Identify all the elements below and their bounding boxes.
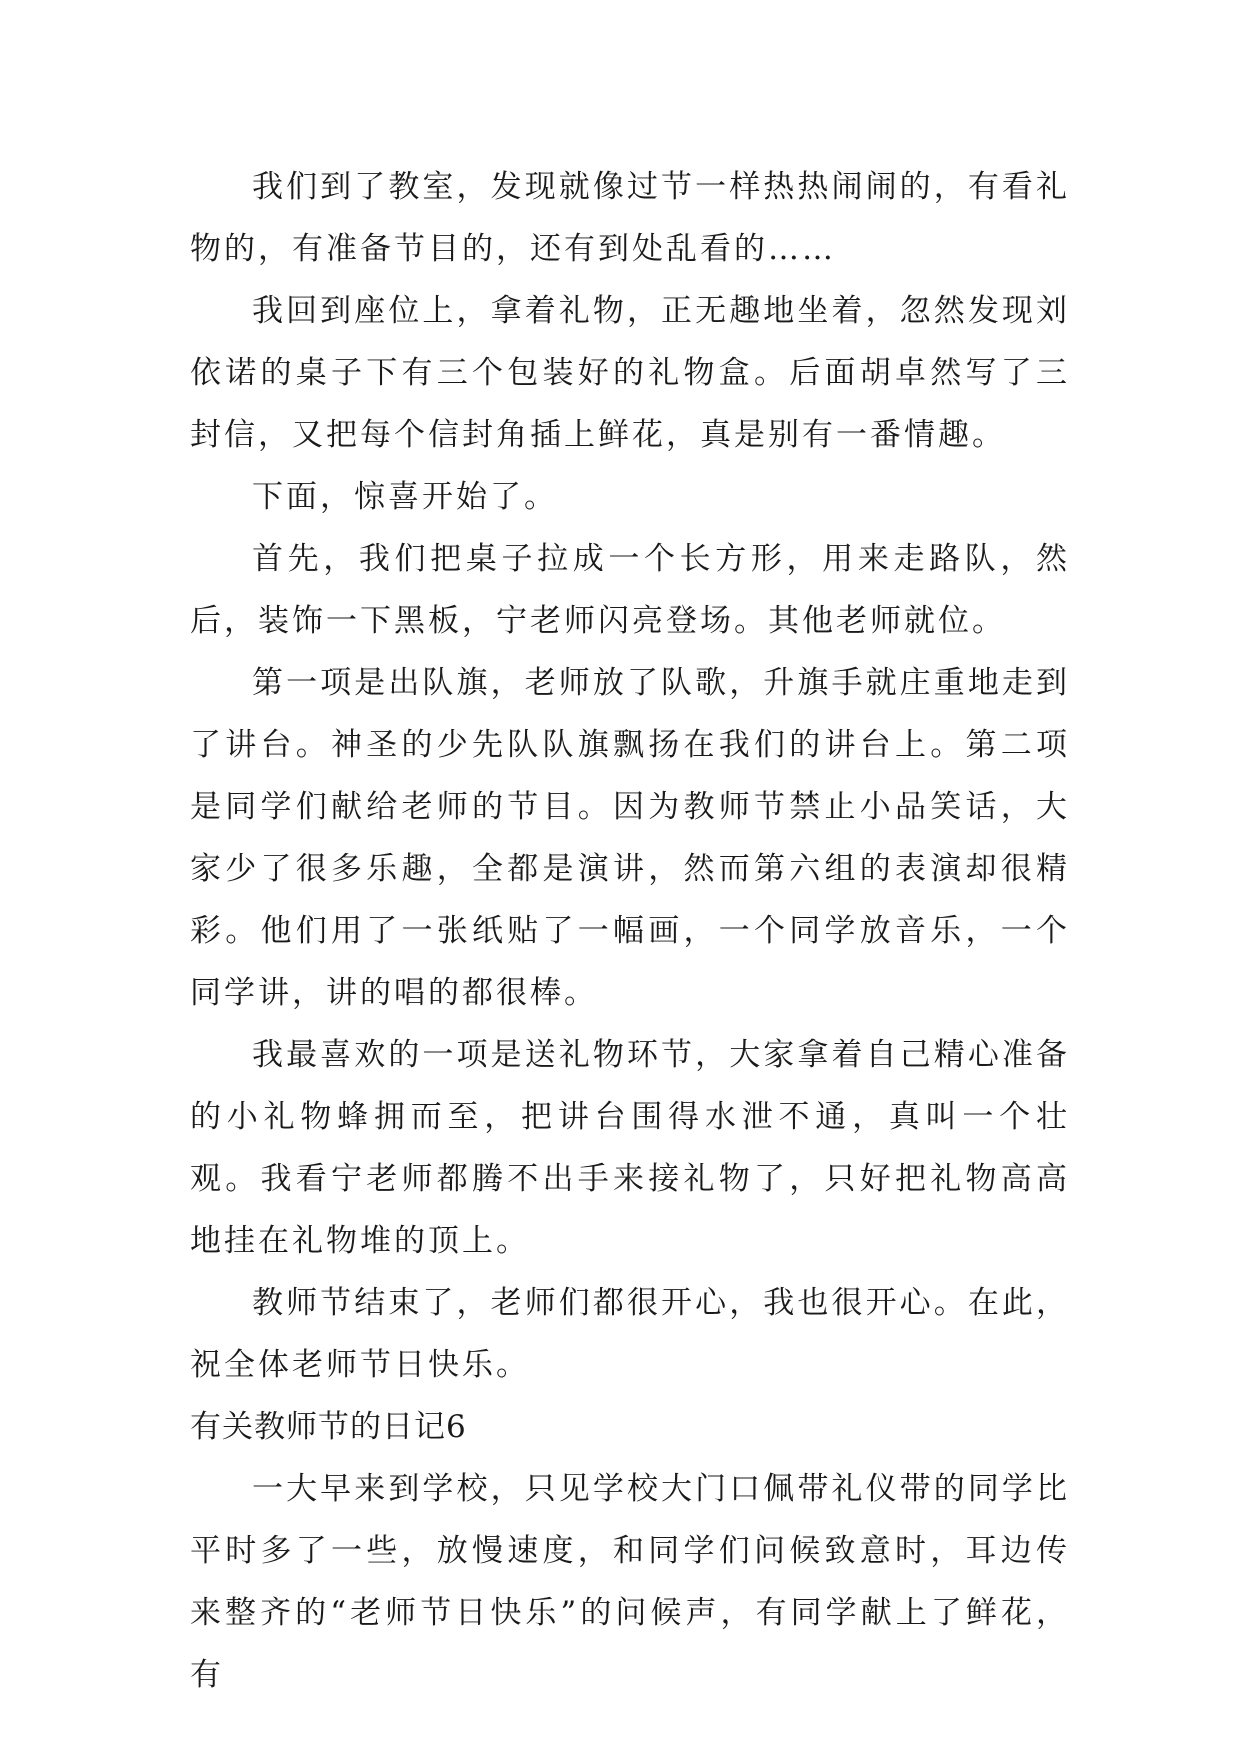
paragraph-8: 一大早来到学校，只见学校大门口佩带礼仪带的同学比平时多了一些，放慢速度，和同学们问候致意时，耳边传来整齐的“老师节日快乐”的问候声，有同学献上了鲜花，有	[190, 1471, 1070, 1693]
paragraph-2: 我回到座位上，拿着礼物，正无趣地坐着，忽然发现刘依诺的桌子下有三个包装好的礼物盒。后面胡卓然写了三封信，又把每个信封角插上鲜花，真是别有一番情趣。	[190, 293, 1070, 453]
paragraph-1: 我们到了教室，发现就像过节一样热热闹闹的，有看礼物的，有准备节目的，还有到处乱看的……	[190, 169, 1070, 267]
section-heading: 有关教师节的日记6	[190, 1409, 467, 1445]
paragraph-7: 教师节结束了，老师们都很开心，我也很开心。在此，祝全体老师节日快乐。	[190, 1285, 1070, 1383]
document-body	[190, 156, 1070, 1706]
paragraph-5: 第一项是出队旗，老师放了队歌，升旗手就庄重地走到了讲台。神圣的少先队队旗飘扬在我们的讲台上。第二项是同学们献给老师的节目。因为教师节禁止小品笑话，大家少了很多乐趣，全都是演讲，然而第六组的表演却很精彩。他们用了一张纸贴了一幅画，一个同学放音乐，一个同学讲，讲的唱的都很棒。	[190, 665, 1070, 1011]
paragraph-6: 我最喜欢的一项是送礼物环节，大家拿着自己精心准备的小礼物蜂拥而至，把讲台围得水泄不通，真叫一个壮观。我看宁老师都腾不出手来接礼物了，只好把礼物高高地挂在礼物堆的顶上。	[190, 1037, 1070, 1259]
paragraph-3: 下面，惊喜开始了。	[252, 479, 558, 515]
paragraph-4: 首先，我们把桌子拉成一个长方形，用来走路队，然后，装饰一下黑板，宁老师闪亮登场。其他老师就位。	[190, 541, 1070, 639]
